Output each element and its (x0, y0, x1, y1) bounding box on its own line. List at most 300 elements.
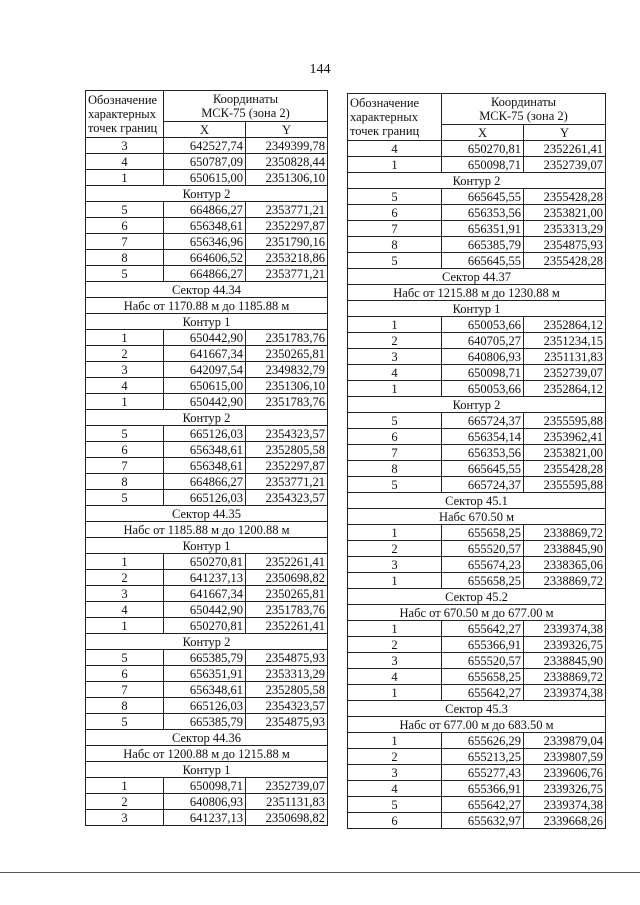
point-number: 1 (86, 170, 164, 186)
x-coordinate: 650053,66 (442, 381, 524, 397)
point-row (86, 218, 328, 234)
y-coordinate: 2352261,41 (246, 618, 328, 634)
sector-row (86, 522, 328, 538)
y-coordinate: 2351306,10 (246, 378, 328, 394)
point-number: 2 (348, 749, 442, 765)
point-number: 5 (86, 202, 164, 218)
x-coordinate: 641667,34 (164, 586, 246, 602)
sector-label: Набс от 1215.88 м до 1230.88 м (348, 285, 606, 301)
point-row (86, 138, 328, 154)
point-row (86, 154, 328, 170)
y-coordinate: 2350698,82 (246, 810, 328, 826)
point-number: 4 (348, 781, 442, 797)
y-coordinate: 2338365,06 (524, 557, 606, 573)
point-row (348, 525, 606, 541)
point-number: 5 (348, 477, 442, 493)
point-row (348, 653, 606, 669)
point-number: 5 (348, 253, 442, 269)
sector-label: Набс от 670.50 м до 677.00 м (348, 605, 606, 621)
x-coordinate: 641667,34 (164, 346, 246, 362)
point-number: 2 (348, 541, 442, 557)
point-row (86, 666, 328, 682)
y-coordinate: 2339374,38 (524, 621, 606, 637)
y-coordinate: 2349399,78 (246, 138, 328, 154)
point-number: 5 (348, 797, 442, 813)
point-row (86, 794, 328, 810)
header-line: Координаты (490, 95, 557, 109)
x-coordinate: 665126,03 (164, 426, 246, 442)
y-coordinate: 2355595,88 (524, 413, 606, 429)
point-row (348, 685, 606, 701)
x-coordinate: 640806,93 (164, 794, 246, 810)
point-number: 1 (348, 733, 442, 749)
contour-label: Контур 2 (86, 634, 328, 650)
y-coordinate: 2352261,41 (246, 554, 328, 570)
y-coordinate: 2353771,21 (246, 266, 328, 282)
sector-row (86, 282, 328, 298)
point-number: 6 (86, 218, 164, 234)
point-row (86, 554, 328, 570)
x-coordinate: 655520,57 (442, 653, 524, 669)
point-number: 4 (86, 602, 164, 618)
point-number: 1 (348, 525, 442, 541)
x-column-header: X (164, 122, 246, 138)
point-number: 1 (348, 685, 442, 701)
point-column-header (348, 94, 442, 141)
sector-row (348, 509, 606, 525)
y-coordinate: 2352805,58 (246, 442, 328, 458)
y-coordinate: 2354875,93 (246, 714, 328, 730)
y-coordinate: 2351783,76 (246, 394, 328, 410)
point-row (348, 477, 606, 493)
point-row (348, 637, 606, 653)
point-number: 5 (86, 426, 164, 442)
point-number: 7 (86, 682, 164, 698)
sector-label: Набс 670.50 м (348, 509, 606, 525)
y-coordinate: 2351790,16 (246, 234, 328, 250)
x-coordinate: 665724,37 (442, 477, 524, 493)
x-coordinate: 656348,61 (164, 682, 246, 698)
point-number: 8 (348, 237, 442, 253)
sector-label: Сектор 44.34 (86, 282, 328, 298)
y-coordinate: 2353771,21 (246, 202, 328, 218)
sector-label: Набс от 1185.88 м до 1200.88 м (86, 522, 328, 538)
sector-label: Сектор 44.37 (348, 269, 606, 285)
point-row (86, 714, 328, 730)
point-number: 1 (348, 573, 442, 589)
page-number: 144 (309, 62, 331, 77)
point-number: 7 (348, 221, 442, 237)
sector-label: Набс от 1200.88 м до 1215.88 м (86, 746, 328, 762)
point-number: 8 (348, 461, 442, 477)
y-coordinate: 2355428,28 (524, 461, 606, 477)
contour-label: Контур 1 (86, 314, 328, 330)
y-coordinate: 2354875,93 (246, 650, 328, 666)
x-coordinate: 656353,56 (442, 445, 524, 461)
y-coordinate: 2352864,12 (524, 381, 606, 397)
point-row (348, 141, 606, 157)
point-row (348, 189, 606, 205)
contour-label: Контур 1 (86, 538, 328, 554)
y-coordinate: 2350265,81 (246, 346, 328, 362)
point-row (348, 237, 606, 253)
point-number: 2 (86, 570, 164, 586)
header-line: МСК-75 (зона 2) (201, 106, 290, 120)
point-number: 4 (86, 154, 164, 170)
point-number: 6 (348, 205, 442, 221)
y-coordinate: 2350828,44 (246, 154, 328, 170)
y-coordinate: 2339606,76 (524, 765, 606, 781)
sector-row (86, 746, 328, 762)
point-row (86, 202, 328, 218)
sector-row (348, 717, 606, 733)
point-number: 8 (86, 474, 164, 490)
header-line: Обозначение (350, 96, 420, 110)
x-coordinate: 655632,97 (442, 813, 524, 829)
y-coordinate: 2355428,28 (524, 253, 606, 269)
x-coordinate: 664866,27 (164, 266, 246, 282)
y-coordinate: 2353218,86 (246, 250, 328, 266)
point-number: 2 (86, 346, 164, 362)
sector-label: Сектор 44.36 (86, 730, 328, 746)
x-coordinate: 656348,61 (164, 458, 246, 474)
header-line: Координаты (212, 92, 279, 106)
point-number: 5 (86, 714, 164, 730)
point-row (86, 426, 328, 442)
coordinates-table-right (347, 93, 606, 829)
point-number: 7 (86, 234, 164, 250)
y-coordinate: 2338869,72 (524, 573, 606, 589)
point-row (348, 797, 606, 813)
sector-label: Сектор 44.35 (86, 506, 328, 522)
point-row (86, 250, 328, 266)
contour-row (86, 410, 328, 426)
y-coordinate: 2352805,58 (246, 682, 328, 698)
point-row (86, 458, 328, 474)
point-row (348, 333, 606, 349)
x-coordinate: 650615,00 (164, 170, 246, 186)
sector-row (86, 730, 328, 746)
y-coordinate: 2339374,38 (524, 797, 606, 813)
y-coordinate: 2352297,87 (246, 458, 328, 474)
contour-label: Контур 2 (86, 186, 328, 202)
y-coordinate: 2351131,83 (524, 349, 606, 365)
header-line: характерных (88, 107, 156, 121)
y-coordinate: 2339668,26 (524, 813, 606, 829)
y-coordinate: 2353821,00 (524, 205, 606, 221)
sector-label: Сектор 45.2 (348, 589, 606, 605)
y-coordinate: 2355595,88 (524, 477, 606, 493)
point-number: 5 (348, 189, 442, 205)
point-row (86, 618, 328, 634)
x-coordinate: 656346,96 (164, 234, 246, 250)
contour-row (86, 186, 328, 202)
point-number: 1 (86, 778, 164, 794)
point-number: 1 (348, 317, 442, 333)
x-coordinate: 640705,27 (442, 333, 524, 349)
point-number: 1 (348, 381, 442, 397)
x-coordinate: 655642,27 (442, 621, 524, 637)
x-coordinate: 655366,91 (442, 637, 524, 653)
contour-row (86, 634, 328, 650)
x-coordinate: 655658,25 (442, 525, 524, 541)
y-coordinate: 2339879,04 (524, 733, 606, 749)
point-row (86, 362, 328, 378)
point-number: 4 (348, 365, 442, 381)
x-coordinate: 664866,27 (164, 202, 246, 218)
sector-row (348, 605, 606, 621)
y-coordinate: 2353771,21 (246, 474, 328, 490)
x-coordinate: 655642,27 (442, 797, 524, 813)
coordinates-header (442, 94, 606, 125)
x-coordinate: 664866,27 (164, 474, 246, 490)
y-coordinate: 2351783,76 (246, 330, 328, 346)
x-coordinate: 650270,81 (442, 141, 524, 157)
point-row (86, 346, 328, 362)
x-coordinate: 655366,91 (442, 781, 524, 797)
y-coordinate: 2338845,90 (524, 653, 606, 669)
x-coordinate: 656354,14 (442, 429, 524, 445)
x-coordinate: 650442,90 (164, 394, 246, 410)
sector-row (348, 285, 606, 301)
x-coordinate: 650053,66 (442, 317, 524, 333)
coordinates-header (164, 91, 328, 122)
point-number: 4 (348, 669, 442, 685)
y-coordinate: 2353313,29 (524, 221, 606, 237)
point-number: 5 (348, 413, 442, 429)
y-coordinate: 2352261,41 (524, 141, 606, 157)
contour-label: Контур 1 (348, 301, 606, 317)
x-coordinate: 650270,81 (164, 618, 246, 634)
table-header-row (348, 94, 606, 125)
point-number: 3 (348, 557, 442, 573)
y-coordinate: 2338869,72 (524, 525, 606, 541)
point-row (348, 221, 606, 237)
point-number: 2 (348, 333, 442, 349)
sector-label: Сектор 45.3 (348, 701, 606, 717)
point-row (348, 445, 606, 461)
x-coordinate: 655658,25 (442, 573, 524, 589)
point-row (86, 650, 328, 666)
point-row (348, 669, 606, 685)
x-coordinate: 656353,56 (442, 205, 524, 221)
page-bottom-rule (0, 872, 640, 873)
contour-row (348, 397, 606, 413)
point-row (86, 570, 328, 586)
y-coordinate: 2351306,10 (246, 170, 328, 186)
point-number: 4 (348, 141, 442, 157)
y-coordinate: 2351783,76 (246, 602, 328, 618)
table-header-row (86, 91, 328, 122)
x-coordinate: 656351,91 (442, 221, 524, 237)
point-row (86, 474, 328, 490)
point-number: 6 (86, 442, 164, 458)
point-row (86, 442, 328, 458)
point-row (348, 365, 606, 381)
point-row (348, 733, 606, 749)
sector-label: Набс от 1170.88 м до 1185.88 м (86, 298, 328, 314)
x-coordinate: 650270,81 (164, 554, 246, 570)
y-coordinate: 2354323,57 (246, 698, 328, 714)
y-coordinate: 2351234,15 (524, 333, 606, 349)
point-number: 3 (86, 362, 164, 378)
point-number: 1 (86, 330, 164, 346)
y-coordinate: 2352739,07 (246, 778, 328, 794)
y-column-header: Y (246, 122, 328, 138)
contour-label: Контур 1 (86, 762, 328, 778)
point-number: 6 (348, 813, 442, 829)
y-coordinate: 2338845,90 (524, 541, 606, 557)
y-coordinate: 2355428,28 (524, 189, 606, 205)
point-row (348, 253, 606, 269)
y-coordinate: 2353313,29 (246, 666, 328, 682)
point-row (86, 266, 328, 282)
point-number: 3 (348, 349, 442, 365)
point-number: 8 (86, 698, 164, 714)
y-coordinate: 2352739,07 (524, 157, 606, 173)
x-coordinate: 665724,37 (442, 413, 524, 429)
y-coordinate: 2339326,75 (524, 637, 606, 653)
x-coordinate: 641237,13 (164, 570, 246, 586)
point-row (348, 765, 606, 781)
x-coordinate: 665126,03 (164, 698, 246, 714)
point-row (348, 429, 606, 445)
x-coordinate: 655277,43 (442, 765, 524, 781)
contour-row (86, 762, 328, 778)
header-line: МСК-75 (зона 2) (479, 109, 568, 123)
point-number: 6 (86, 666, 164, 682)
y-coordinate: 2339374,38 (524, 685, 606, 701)
contour-row (348, 173, 606, 189)
sector-row (86, 298, 328, 314)
point-number: 3 (86, 138, 164, 154)
point-number: 3 (86, 810, 164, 826)
y-coordinate: 2350265,81 (246, 586, 328, 602)
x-coordinate: 650615,00 (164, 378, 246, 394)
point-number: 1 (348, 621, 442, 637)
y-coordinate: 2354323,57 (246, 490, 328, 506)
x-coordinate: 655626,29 (442, 733, 524, 749)
point-row (348, 621, 606, 637)
x-coordinate: 650098,71 (164, 778, 246, 794)
y-coordinate: 2352864,12 (524, 317, 606, 333)
x-coordinate: 655674,23 (442, 557, 524, 573)
header-line: точек границ (88, 121, 158, 135)
point-column-header (86, 91, 164, 138)
point-row (348, 381, 606, 397)
point-row (86, 778, 328, 794)
x-coordinate: 650098,71 (442, 365, 524, 381)
y-coordinate: 2354875,93 (524, 237, 606, 253)
point-row (348, 541, 606, 557)
header-line: Обозначение (88, 93, 158, 107)
point-number: 1 (86, 554, 164, 570)
x-coordinate: 655658,25 (442, 669, 524, 685)
x-coordinate: 656348,61 (164, 442, 246, 458)
point-number: 1 (86, 394, 164, 410)
point-row (348, 557, 606, 573)
point-row (348, 205, 606, 221)
point-number: 6 (348, 429, 442, 445)
point-number: 3 (348, 653, 442, 669)
point-row (348, 461, 606, 477)
point-row (86, 330, 328, 346)
point-number: 7 (86, 458, 164, 474)
x-coordinate: 650442,90 (164, 330, 246, 346)
point-row (348, 813, 606, 829)
point-row (348, 349, 606, 365)
point-row (348, 573, 606, 589)
header-line: характерных (350, 110, 418, 124)
y-coordinate: 2353821,00 (524, 445, 606, 461)
point-row (86, 490, 328, 506)
x-coordinate: 642527,74 (164, 138, 246, 154)
point-row (348, 413, 606, 429)
point-row (86, 698, 328, 714)
x-coordinate: 655213,25 (442, 749, 524, 765)
point-number: 5 (86, 266, 164, 282)
x-coordinate: 665385,79 (442, 237, 524, 253)
point-row (348, 781, 606, 797)
point-number: 1 (86, 618, 164, 634)
x-coordinate: 665645,55 (442, 253, 524, 269)
contour-label: Контур 2 (348, 173, 606, 189)
sector-label: Набс от 677.00 м до 683.50 м (348, 717, 606, 733)
x-coordinate: 656351,91 (164, 666, 246, 682)
point-row (86, 682, 328, 698)
x-coordinate: 650098,71 (442, 157, 524, 173)
x-coordinate: 656348,61 (164, 218, 246, 234)
y-coordinate: 2351131,83 (246, 794, 328, 810)
sector-label: Сектор 45.1 (348, 493, 606, 509)
point-row (86, 586, 328, 602)
x-coordinate: 665126,03 (164, 490, 246, 506)
point-number: 3 (348, 765, 442, 781)
point-row (86, 602, 328, 618)
point-row (348, 157, 606, 173)
point-row (86, 810, 328, 826)
contour-row (348, 301, 606, 317)
point-number: 7 (348, 445, 442, 461)
y-coordinate: 2339326,75 (524, 781, 606, 797)
point-row (86, 170, 328, 186)
point-number: 5 (86, 490, 164, 506)
contour-label: Контур 2 (348, 397, 606, 413)
y-coordinate: 2352297,87 (246, 218, 328, 234)
y-coordinate: 2350698,82 (246, 570, 328, 586)
y-column-header: Y (524, 125, 606, 141)
x-coordinate: 665645,55 (442, 189, 524, 205)
sector-row (348, 269, 606, 285)
x-coordinate: 664606,52 (164, 250, 246, 266)
point-number: 2 (86, 794, 164, 810)
y-coordinate: 2338869,72 (524, 669, 606, 685)
x-coordinate: 650442,90 (164, 602, 246, 618)
point-number: 1 (348, 157, 442, 173)
x-coordinate: 640806,93 (442, 349, 524, 365)
x-coordinate: 665385,79 (164, 650, 246, 666)
contour-row (86, 314, 328, 330)
x-coordinate: 665645,55 (442, 461, 524, 477)
contour-row (86, 538, 328, 554)
point-row (86, 394, 328, 410)
point-number: 2 (348, 637, 442, 653)
point-number: 5 (86, 650, 164, 666)
coordinates-table-left (85, 90, 328, 826)
point-row (86, 234, 328, 250)
x-coordinate: 650787,09 (164, 154, 246, 170)
point-number: 3 (86, 586, 164, 602)
